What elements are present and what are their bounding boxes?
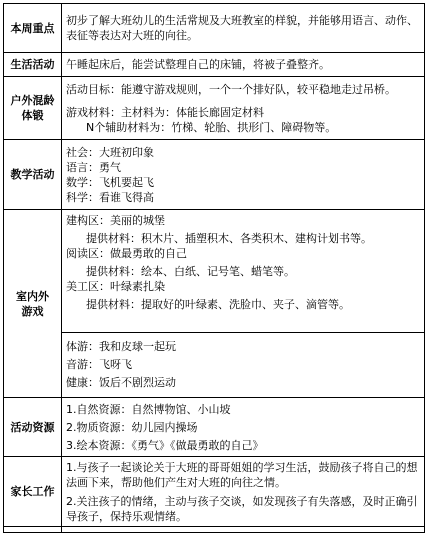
label-games-line2: 游戏 xyxy=(21,304,44,318)
family-work-content xyxy=(62,457,425,527)
label-games-line1: 室内外 xyxy=(16,289,49,303)
teaching-item: 语言：勇气 xyxy=(66,160,121,174)
weekly-focus-text: 初步了解大班幼儿的生活常规及大班教室的样貌，并能够用语言、动作、表征等表达对大班的向往。 xyxy=(62,4,425,53)
row-games xyxy=(4,210,425,398)
label-family-work: 家长工作 xyxy=(4,457,62,527)
resource-item: 1.自然资源：自然博物馆、小山坡 xyxy=(66,402,231,416)
trailing-cell-left xyxy=(4,527,62,533)
label-outdoor-line2: 体锻 xyxy=(21,109,44,122)
row-family-work xyxy=(4,457,425,527)
row-weekly-focus xyxy=(4,4,425,53)
zone-art: 美工区：叶绿素扎染 xyxy=(66,280,165,293)
zone-reading: 阅读区：做最勇敢的自己 xyxy=(66,247,187,260)
family-item: 1.与孩子一起谈论关于大班的哥哥姐姐的学习生活，鼓励孩子将自己的想法画下来，帮助他们产生对大班的向往之情。 xyxy=(66,460,418,489)
trailing-cell-right xyxy=(62,527,425,533)
zone-construction: 建构区：美丽的城堡 xyxy=(66,214,165,227)
zone-reading-materials: 提供材料：绘本、白纸、记号笔、蜡笔等。 xyxy=(86,265,295,278)
zone-construction-materials: 提供材料：积木片、插塑积木、各类积木、建构计划书等。 xyxy=(86,232,372,245)
outdoor-goal: 活动目标：能遵守游戏规则，一个一个排好队，较平稳地走过吊桥。 xyxy=(66,82,396,96)
outdoor-game-item: 健康：饭后不剧烈运动 xyxy=(66,376,176,389)
outdoor-game-item: 体游：我和皮球一起玩 xyxy=(66,340,176,353)
resource-item: 3.绘本资源：《勇气》《做最勇敢的自己》 xyxy=(66,438,264,452)
label-resources: 活动资源 xyxy=(4,398,62,457)
teaching-item: 科学：看谁飞得高 xyxy=(66,190,154,204)
outdoor-material-main: 游戏材料：主材料为：体能长廊固定材料 xyxy=(66,105,264,119)
label-outdoor-line1: 户外混龄 xyxy=(10,94,55,107)
family-item: 2.关注孩子的情绪，主动与孩子交谈，如发现孩子有失落感，及时正确引导孩子，保持乐观情绪。 xyxy=(66,494,418,523)
row-trailing xyxy=(4,527,425,533)
life-activity-text: 午睡起床后，能尝试整理自己的床铺，将被子叠整齐。 xyxy=(62,53,425,77)
label-games xyxy=(4,210,62,398)
row-resources xyxy=(4,398,425,457)
outdoor-game-item: 音游：飞呀飞 xyxy=(66,358,132,371)
resource-item: 2.物质资源：幼儿园内操场 xyxy=(66,420,198,434)
resources-content xyxy=(62,398,425,457)
row-life-activity xyxy=(4,53,425,77)
outdoor-material-aux: N个辅助材料为：竹梯、轮胎、拱形门、障碍物等。 xyxy=(86,120,337,134)
label-life-activity: 生活活动 xyxy=(4,53,62,77)
teaching-item: 社会：大班初印象 xyxy=(66,145,154,159)
zone-art-materials: 提供材料：提取好的叶绿素、洗脸巾、夹子、滴管等。 xyxy=(86,298,350,311)
teaching-item: 数学：飞机要起飞 xyxy=(66,175,154,189)
row-outdoor-exercise xyxy=(4,77,425,140)
label-weekly-focus: 本周重点 xyxy=(4,4,62,53)
outdoor-exercise-content xyxy=(62,77,425,140)
weekly-plan-table xyxy=(3,3,425,533)
teaching-activity-content xyxy=(62,140,425,210)
label-outdoor-exercise xyxy=(4,77,62,140)
label-teaching-activity: 教学活动 xyxy=(4,140,62,210)
row-teaching-activity xyxy=(4,140,425,210)
games-content xyxy=(62,210,425,398)
